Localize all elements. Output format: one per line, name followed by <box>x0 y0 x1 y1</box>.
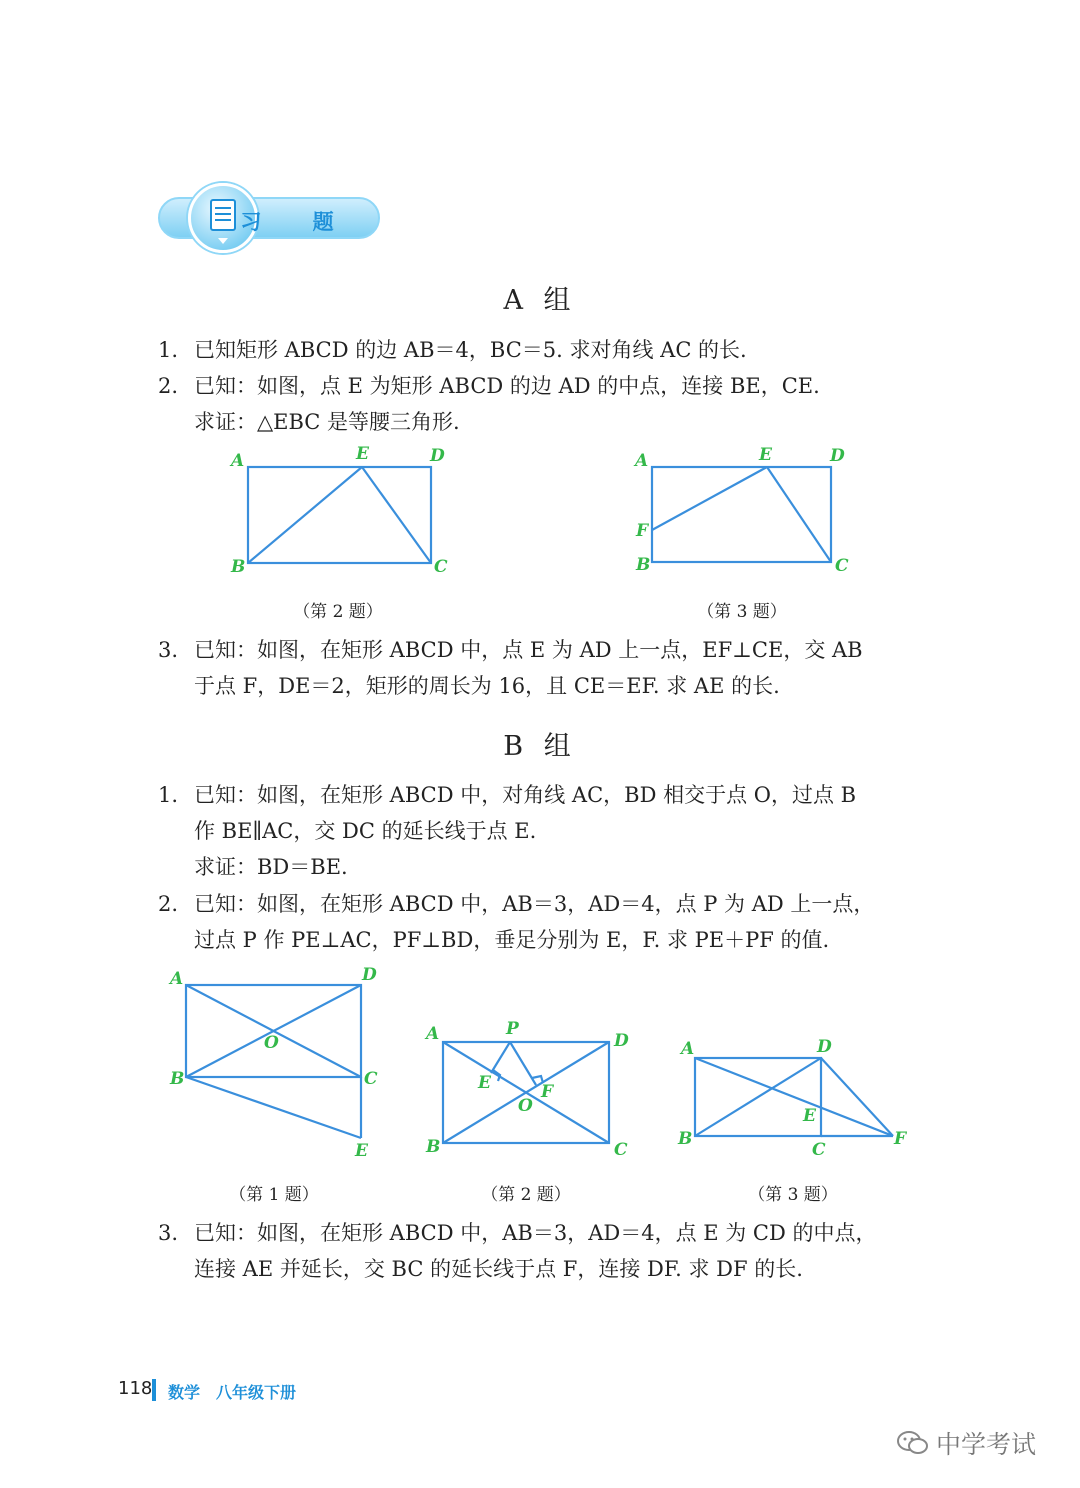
segment-df <box>821 1058 893 1136</box>
question-text: 已知：如图，在矩形 ABCD 中，对角线 AC，BD 相交于点 O，过点 B <box>194 783 857 807</box>
label-b: B <box>170 1069 185 1089</box>
group-a-heading: A 组 <box>503 285 577 316</box>
question-text: 求证：BD＝BE. <box>194 855 348 879</box>
label-b: B <box>231 557 246 577</box>
a-figure-3-caption: （第 3 题） <box>697 602 787 622</box>
label-a: A <box>170 969 184 989</box>
question-text: 过点 P 作 PE⊥AC，PF⊥BD，垂足分别为 E，F. 求 PE＋PF 的值. <box>194 928 830 952</box>
group-b-heading: B 组 <box>503 731 577 762</box>
footer-divider <box>152 1379 156 1401</box>
label-b: B <box>426 1137 441 1157</box>
question-text: 连接 AE 并延长，交 BC 的延长线于点 F，连接 DF. 求 DF 的长. <box>194 1257 803 1281</box>
question-text: 已知：如图，在矩形 ABCD 中，AB＝3，AD＝4，点 E 为 CD 的中点， <box>194 1221 877 1245</box>
b-figure-3-caption: （第 3 题） <box>748 1185 838 1205</box>
label-f: F <box>541 1082 554 1102</box>
a-figure-2-caption: （第 2 题） <box>293 602 383 622</box>
question-text: 于点 F，DE＝2，矩形的周长为 16，且 CE＝EF. 求 AE 的长. <box>194 674 780 698</box>
question-number: 1. <box>158 783 179 807</box>
question-text: 求证：△EBC 是等腰三角形. <box>194 410 460 434</box>
label-f: F <box>636 521 649 541</box>
label-e: E <box>356 444 369 464</box>
label-a: A <box>681 1039 695 1059</box>
segment-af <box>695 1058 893 1136</box>
label-c: C <box>835 556 849 576</box>
label-c: C <box>812 1140 826 1160</box>
label-f: F <box>894 1129 907 1149</box>
label-p: P <box>506 1019 519 1039</box>
label-e: E <box>355 1141 368 1161</box>
label-o: O <box>518 1096 533 1116</box>
label-d: D <box>362 965 377 985</box>
label-d: D <box>430 446 445 466</box>
question-number: 3. <box>158 638 179 662</box>
b-question-3 <box>158 1215 948 1287</box>
label-c: C <box>434 557 448 577</box>
page-title: 习 题 <box>240 210 356 234</box>
wechat-icon <box>896 1429 930 1463</box>
question-text: 作 BE∥AC，交 DC 的延长线于点 E. <box>194 819 537 843</box>
question-number: 2. <box>158 892 179 916</box>
label-e: E <box>803 1106 816 1126</box>
label-a: A <box>635 451 649 471</box>
question-text: 已知：如图，点 E 为矩形 ABCD 的边 AD 的中点，连接 BE，CE. <box>194 374 820 398</box>
label-b: B <box>678 1129 693 1149</box>
label-d: D <box>830 446 845 466</box>
label-o: O <box>264 1033 279 1053</box>
question-number: 2. <box>158 374 179 398</box>
label-c: C <box>614 1140 628 1160</box>
label-a: A <box>231 451 245 471</box>
label-a: A <box>426 1024 440 1044</box>
label-e: E <box>478 1073 491 1093</box>
label-b: B <box>636 555 651 575</box>
watermark-text: 中学考试 <box>936 1430 1037 1459</box>
page-number: 118 <box>118 1378 153 1399</box>
b-figure-1-caption: （第 1 题） <box>229 1185 319 1205</box>
question-number: 3. <box>158 1221 179 1245</box>
footer-book-title: 数学 八年级下册 <box>168 1383 297 1402</box>
question-text: 已知：如图，在矩形 ABCD 中，点 E 为 AD 上一点，EF⊥CE，交 AB <box>194 638 863 662</box>
label-d: D <box>817 1037 832 1057</box>
watermark <box>896 1425 1036 1463</box>
label-d: D <box>614 1031 629 1051</box>
b-figure-2-caption: （第 2 题） <box>481 1185 571 1205</box>
question-text: 已知：如图，在矩形 ABCD 中，AB＝3，AD＝4，点 P 为 AD 上一点， <box>194 892 875 916</box>
label-c: C <box>364 1069 378 1089</box>
label-e: E <box>759 445 772 465</box>
question-text: 已知矩形 ABCD 的边 AB＝4，BC＝5. 求对角线 AC 的长. <box>194 338 747 362</box>
question-number: 1. <box>158 338 179 362</box>
